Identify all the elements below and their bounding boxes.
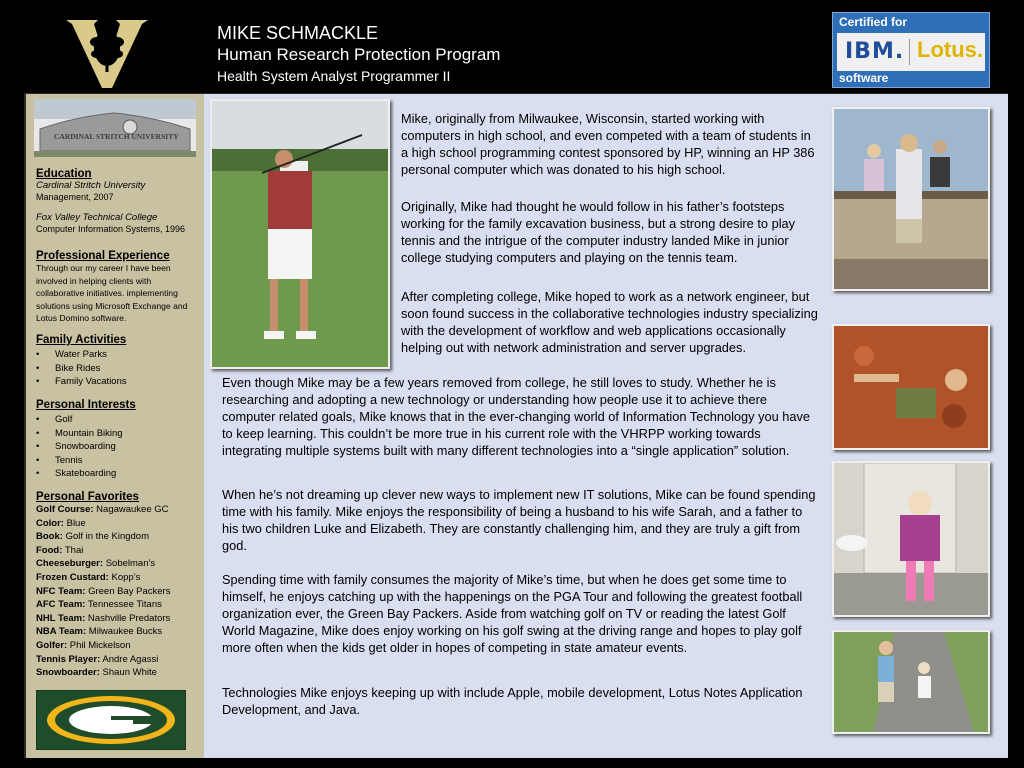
- vanderbilt-v-oak-leaf-logo: [62, 14, 152, 92]
- favorites-title: Personal Favorites: [36, 491, 139, 503]
- education-title: Education: [36, 168, 92, 180]
- favorite-value: Green Bay Packers: [88, 585, 171, 597]
- cert-top-text: Certified for: [839, 15, 908, 29]
- favorite-label: Snowboarder:: [36, 667, 100, 679]
- favorite-item: [36, 612, 198, 626]
- climbing-wall-photo: [832, 324, 990, 450]
- title-block: [217, 22, 500, 86]
- favorite-value: Nagawaukee GC: [96, 504, 169, 515]
- campus-sign-photo: [34, 99, 196, 157]
- favorite-value: Shaun White: [102, 667, 157, 679]
- favorite-value: Phil Mickelson: [69, 639, 131, 651]
- interests-section: [36, 399, 198, 481]
- favorite-label: Food:: [36, 544, 63, 556]
- girl-doorway-photo: [832, 461, 990, 617]
- favorite-value: Tennessee Titans: [87, 599, 162, 611]
- experience-title: Professional Experience: [36, 250, 170, 262]
- favorite-value: Andre Agassi: [102, 653, 159, 665]
- favorite-item: [36, 598, 198, 612]
- interests-title: Personal Interests: [36, 399, 136, 411]
- favorite-label: NHL Team:: [36, 612, 86, 624]
- bio-paragraph-3: After completing college, Mike hoped to work as a network engineer, but soon found success in the collaborative technologies industry specializing with the development of workflow and web applications occasionally helping out with network administration and server upgrades.: [401, 289, 818, 355]
- bio-paragraph-5: When he’s not dreaming up clever new ways to implement new IT solutions, Mike can be found spending time with his family. Mike enjoys the responsibility of being a husband to his wife Sarah, and a father to his two children Luke and Elizabeth. They are constantly challenging him, and they are truly a gift from god.: [222, 487, 816, 553]
- family-beach-photo: [832, 107, 990, 291]
- education-detail-1: Management, 2007: [36, 192, 114, 202]
- favorite-item: [36, 625, 198, 639]
- favorite-label: Golf Course:: [36, 504, 94, 515]
- ibm-logo: IBM.: [845, 39, 905, 64]
- list-item: • Tennis: [36, 454, 198, 468]
- favorite-item: [36, 503, 198, 517]
- bio-paragraph-7: Technologies Mike enjoys keeping up with include Apple, mobile development, Lotus Notes Application Development, and Java.: [222, 685, 803, 717]
- list-item: • Snowboarding: [36, 440, 198, 454]
- favorite-item: [36, 585, 198, 599]
- favorite-label: AFC Team:: [36, 599, 86, 611]
- cert-bottom-text: software: [839, 71, 889, 85]
- list-item: • Golf: [36, 413, 198, 427]
- favorite-label: NBA Team:: [36, 626, 87, 638]
- favorite-label: NFC Team:: [36, 585, 86, 597]
- favorite-value: Kopp’s: [111, 571, 141, 583]
- favorite-label: Cheeseburger:: [36, 558, 104, 570]
- program-name: Human Research Protection Program: [217, 45, 501, 64]
- favorite-item: [36, 666, 198, 680]
- favorite-label: Color:: [36, 517, 64, 529]
- list-item: • Bike Rides: [36, 362, 198, 376]
- list-item: • Family Vacations: [36, 375, 198, 389]
- main-content: [204, 94, 1008, 758]
- favorite-label: Golfer:: [36, 639, 68, 651]
- family-title: Family Activities: [36, 334, 127, 346]
- cert-logo-area: [837, 33, 985, 71]
- favorite-value: Golf in the Kingdom: [65, 531, 149, 543]
- bio-paragraph-2: Originally, Mike had thought he would follow in his father’s footsteps working for the family excavation business, but a strong desire to play tennis and the intrigue of the computer industry landed Mike in junior college studying computers and playing on the tennis team.: [401, 199, 796, 265]
- person-name: MIKE SCHMACKLE: [217, 23, 379, 43]
- favorite-label: Book:: [36, 531, 63, 543]
- bio-paragraph-6: Spending time with family consumes the majority of Mike’s time, but when he does get some time to himself, he enjoys catching up with the happenings on the PGA Tour and following the greatest football organization ever, the Green Bay Packers. Aside from watching golf on TV or reading the latest Golf World Magazine, Mike does enjoy working on his golf swing at the driving range and hopes to play golf more often when the kids get older in hopes of competing in state amateur events.: [222, 572, 803, 655]
- list-item: • Water Parks: [36, 348, 198, 362]
- experience-text: Through our my career I have been involved in helping clients with collaborative initiatives. implementing solutions using Microsoft Exchange and Lotus Domino software.: [36, 263, 188, 324]
- favorite-item: [36, 530, 198, 544]
- favorite-item: [36, 517, 198, 531]
- sidebar: [26, 94, 204, 758]
- favorite-value: Milwaukee Bucks: [88, 626, 163, 638]
- list-item: • Mountain Biking: [36, 427, 198, 441]
- favorite-value: Nashville Predators: [87, 612, 171, 624]
- job-title: Health System Analyst Programmer II: [217, 68, 451, 84]
- family-section: [36, 334, 198, 389]
- family-list: [36, 348, 198, 389]
- interests-list: [36, 413, 198, 481]
- favorite-label: Tennis Player:: [36, 653, 101, 665]
- green-bay-packers-g-logo: [36, 690, 186, 750]
- favorite-value: Blue: [66, 517, 86, 529]
- ibm-lotus-certified-badge: [832, 12, 990, 88]
- experience-section: [36, 250, 198, 325]
- education-school-2: Fox Valley Technical College: [36, 212, 158, 223]
- bio-paragraph-4: Even though Mike may be a few years removed from college, he still loves to study. Whether he is researching and adopting a new technology or understanding how people use it to achieve there computer related goals, Mike knows that in the ever-changing world of Information Technology you have to keep learning. This couldn’t be more true in his current role with the VHRPP working towards integrating multiple systems built with many different technologies into a “single application” solution.: [222, 375, 811, 458]
- favorite-item: [36, 653, 198, 667]
- favorites-section: [36, 491, 198, 680]
- campus-sign-text: CARDINAL STRITCH UNIVERSITY: [54, 132, 179, 141]
- bio-paragraph-1: Mike, originally from Milwaukee, Wisconsin, started working with computers in high school, and even competed with a team of students in a high school programming contest sponsored by HP, winning an HP 386 personal computer which was donated to his high school.: [401, 111, 815, 177]
- favorite-item: [36, 544, 198, 558]
- favorite-value: Sobelman’s: [105, 558, 156, 570]
- favorite-item: [36, 557, 198, 571]
- education-section: [36, 168, 198, 236]
- favorite-value: Thai: [64, 544, 84, 556]
- header-bar: [0, 0, 1024, 93]
- education-detail-2: Computer Information Systems, 1996: [36, 224, 186, 234]
- lotus-logo: Lotus.: [917, 37, 983, 62]
- kids-walking-photo: [832, 630, 990, 734]
- favorite-item: [36, 571, 198, 585]
- favorite-item: [36, 639, 198, 653]
- favorite-label: Frozen Custard:: [36, 571, 109, 583]
- cert-divider: [909, 39, 910, 65]
- education-school-1: Cardinal Stritch University: [36, 180, 146, 191]
- list-item: • Skateboarding: [36, 467, 198, 481]
- golfer-photo: [210, 99, 390, 369]
